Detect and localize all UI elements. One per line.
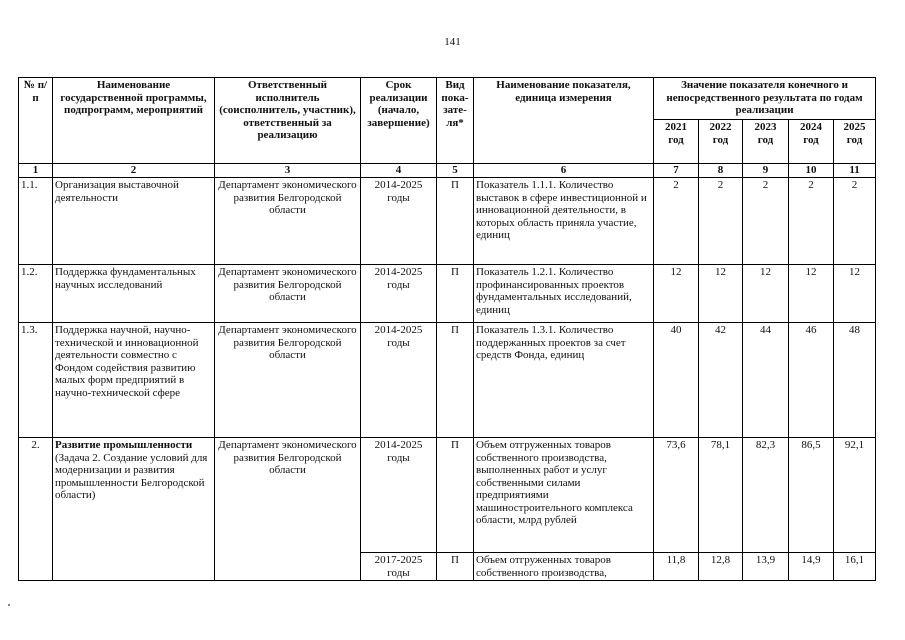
row-name: Поддержка научной, научно-технической и инновационной деятельности совместно с Фондом содействия развитию малых форм предприятий в научно-технической сфере — [53, 323, 215, 438]
row-indicator: Объем отгруженных товаров собственного производства, — [474, 553, 654, 581]
row-name: Поддержка фундаментальных научных исследований — [53, 265, 215, 323]
row-value-2022: 78,1 — [699, 438, 743, 553]
row-indicator: Показатель 1.3.1. Количество поддержанных проектов за счет средств Фонда, единиц — [474, 323, 654, 438]
header-executor: Ответственный исполнитель (соисполнитель, участник), ответственный за реализацию — [215, 78, 361, 164]
column-number: 7 — [654, 164, 699, 178]
row-type: П — [437, 553, 474, 581]
row-value-2022: 2 — [699, 178, 743, 265]
row-indicator: Показатель 1.1.1. Количество выставок в сфере инвестиционной и инновационной деятельности, в которых область приняла участие, единиц — [474, 178, 654, 265]
row-term: 2017-2025 годы — [361, 553, 437, 581]
column-number: 8 — [699, 164, 743, 178]
row-value-2024: 14,9 — [789, 553, 834, 581]
row-value-2021: 2 — [654, 178, 699, 265]
row-executor: Департамент экономического развития Белгородской области — [215, 438, 361, 581]
row-value-2023: 44 — [743, 323, 789, 438]
row-type: П — [437, 323, 474, 438]
header-year-2025: 2025 год — [834, 120, 876, 164]
header-term: Срок реализации (начало, завершение) — [361, 78, 437, 164]
row-name-subtitle: (Задача 2. Создание условий для модернизации и развития промышленности Белгородской области) — [55, 451, 208, 501]
row-type: П — [437, 438, 474, 553]
row-term: 2014-2025 годы — [361, 323, 437, 438]
row-value-2022: 12 — [699, 265, 743, 323]
row-term: 2014-2025 годы — [361, 265, 437, 323]
row-term: 2014-2025 годы — [361, 438, 437, 553]
column-number-row — [19, 164, 876, 178]
column-number: 1 — [19, 164, 53, 178]
row-name-title: Развитие промышленности — [55, 439, 193, 451]
table-row — [19, 265, 876, 323]
row-value-2021: 11,8 — [654, 553, 699, 581]
row-num: 1.1. — [19, 178, 53, 265]
row-type: П — [437, 178, 474, 265]
column-number: 6 — [474, 164, 654, 178]
header-year-2021: 2021 год — [654, 120, 699, 164]
column-number: 2 — [53, 164, 215, 178]
row-num: 1.3. — [19, 323, 53, 438]
header-values: Значение показателя конечного и непосредственного результата по годам реализации — [654, 78, 876, 120]
table-row — [19, 178, 876, 265]
row-value-2024: 2 — [789, 178, 834, 265]
header-year-2023: 2023 год — [743, 120, 789, 164]
row-executor: Департамент экономического развития Белгородской области — [215, 265, 361, 323]
row-value-2024: 46 — [789, 323, 834, 438]
table-row — [19, 438, 876, 553]
column-number: 10 — [789, 164, 834, 178]
row-executor: Департамент экономического развития Белгородской области — [215, 323, 361, 438]
row-num: 2. — [19, 438, 53, 581]
row-value-2025: 92,1 — [834, 438, 876, 553]
header-num: № п/п — [19, 78, 53, 164]
column-number: 4 — [361, 164, 437, 178]
header-year-2024: 2024 год — [789, 120, 834, 164]
row-indicator: Показатель 1.2.1. Количество профинансированных проектов фундаментальных исследований, единиц — [474, 265, 654, 323]
row-value-2022: 12,8 — [699, 553, 743, 581]
column-number: 3 — [215, 164, 361, 178]
table-row — [19, 323, 876, 438]
row-value-2021: 40 — [654, 323, 699, 438]
row-executor: Департамент экономического развития Белгородской области — [215, 178, 361, 265]
column-number: 9 — [743, 164, 789, 178]
row-value-2025: 2 — [834, 178, 876, 265]
row-value-2022: 42 — [699, 323, 743, 438]
program-table — [18, 77, 876, 581]
header-name: Наименование государственной программы, подпрограмм, мероприятий — [53, 78, 215, 164]
row-value-2025: 48 — [834, 323, 876, 438]
row-type: П — [437, 265, 474, 323]
page-number: 141 — [444, 36, 461, 48]
row-value-2021: 73,6 — [654, 438, 699, 553]
header-year-2022: 2022 год — [699, 120, 743, 164]
row-value-2024: 12 — [789, 265, 834, 323]
header-type: Вид пока-зате-ля* — [437, 78, 474, 164]
row-value-2023: 12 — [743, 265, 789, 323]
row-value-2021: 12 — [654, 265, 699, 323]
row-value-2023: 2 — [743, 178, 789, 265]
row-name — [53, 438, 215, 581]
row-value-2025: 12 — [834, 265, 876, 323]
row-value-2024: 86,5 — [789, 438, 834, 553]
row-value-2023: 82,3 — [743, 438, 789, 553]
row-value-2023: 13,9 — [743, 553, 789, 581]
column-number: 5 — [437, 164, 474, 178]
header-indicator: Наименование показателя, единица измерения — [474, 78, 654, 164]
column-number: 11 — [834, 164, 876, 178]
scan-speck — [8, 604, 10, 606]
row-name: Организация выставочной деятельности — [53, 178, 215, 265]
row-num: 1.2. — [19, 265, 53, 323]
row-value-2025: 16,1 — [834, 553, 876, 581]
row-term: 2014-2025 годы — [361, 178, 437, 265]
row-indicator: Объем отгруженных товаров собственного производства, выполненных работ и услуг собственными силами предприятиями машиностроительного комплекса области, млрд рублей — [474, 438, 654, 553]
